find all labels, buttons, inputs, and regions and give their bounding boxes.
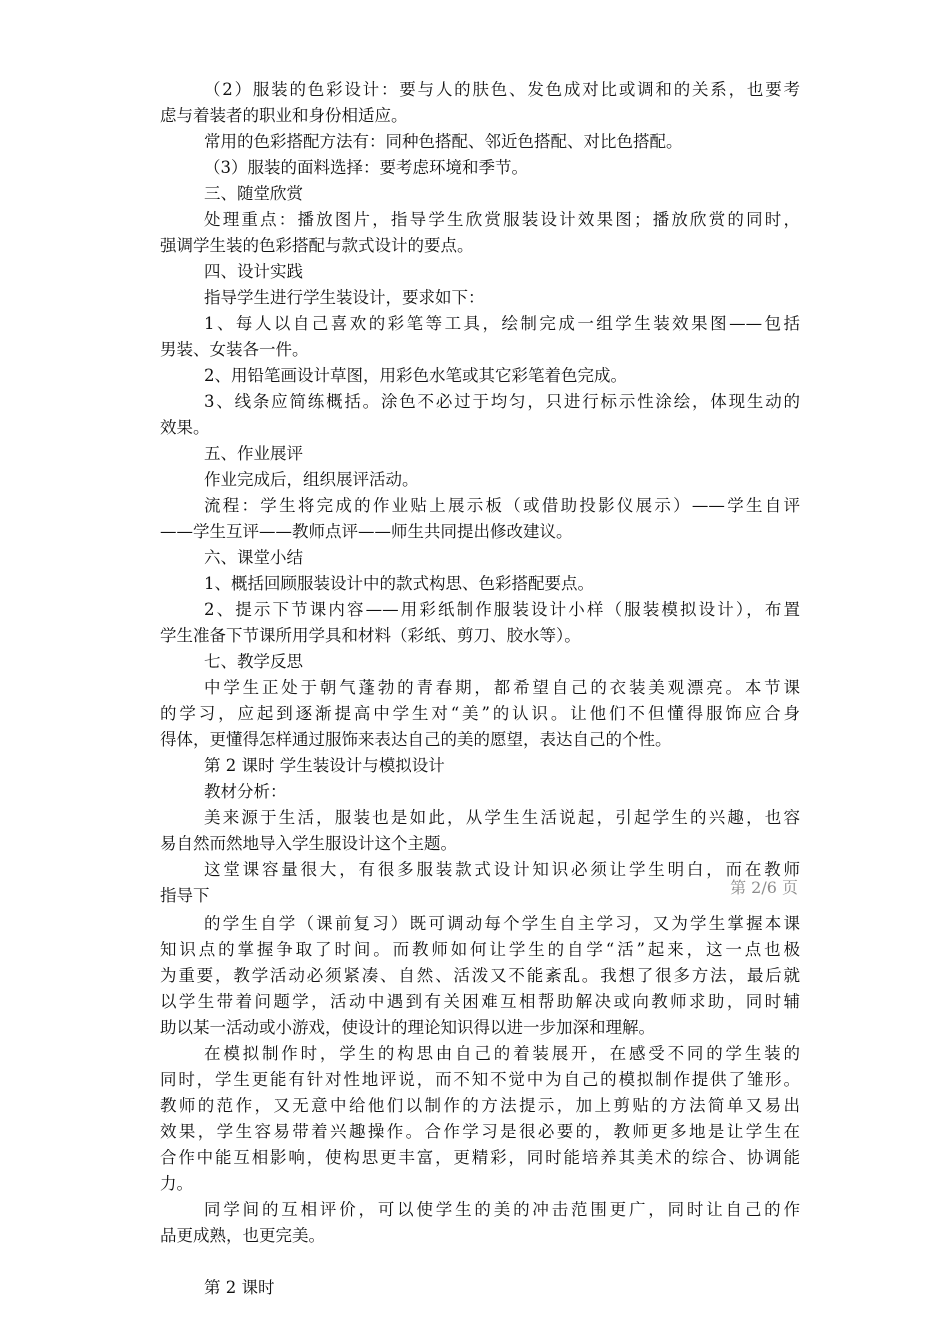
paragraph-line: 美来源于生活，服装也是如此，从学生生活说起，引起学生的兴趣，也容 bbox=[204, 808, 800, 827]
paragraph-line: 助以某一活动或小游戏，使设计的理论知识得以进一步加深和理解。 bbox=[160, 1018, 655, 1037]
paragraph-line: 为重要，教学活动必须紧凑、自然、活泼又不能紊乱。我想了很多方法，最后就 bbox=[160, 966, 800, 985]
paragraph-line: 常用的色彩搭配方法有：同种色搭配、邻近色搭配、对比色搭配。 bbox=[204, 132, 683, 151]
paragraph-line: 作业完成后，组织展评活动。 bbox=[204, 470, 419, 489]
section-heading: 六、课堂小结 bbox=[204, 548, 303, 567]
paragraph-line: 指导学生进行学生装设计，要求如下： bbox=[204, 288, 485, 307]
paragraph-line: 1、概括回顾服装设计中的款式构思、色彩搭配要点。 bbox=[204, 574, 594, 593]
paragraph-line: 同时，学生更能有针对性地评说，而不知不觉中为自己的模拟制作提供了雏形。 bbox=[160, 1070, 800, 1089]
page-number: 第 2/6 页 bbox=[730, 878, 798, 897]
paragraph-line: 品更成熟，也更完美。 bbox=[160, 1226, 325, 1245]
paragraph-line: 3、线条应简练概括。涂色不必过于均匀，只进行标示性涂绘，体现生动的 bbox=[204, 392, 800, 411]
section-heading: 五、作业展评 bbox=[204, 444, 303, 463]
paragraph-line: 流程：学生将完成的作业贴上展示板（或借助投影仪展示）——学生自评 bbox=[204, 496, 800, 515]
paragraph-line: 这堂课容量很大，有很多服装款式设计知识必须让学生明白，而在教师 bbox=[204, 860, 800, 879]
paragraph-line: ——学生互评——教师点评——师生共同提出修改建议。 bbox=[160, 522, 573, 541]
paragraph-line: 在模拟制作时，学生的构思由自己的着装展开，在感受不同的学生装的 bbox=[204, 1044, 800, 1063]
paragraph-line: （3）服装的面料选择：要考虑环境和季节。 bbox=[204, 158, 528, 177]
paragraph-line: 效果。 bbox=[160, 418, 210, 437]
paragraph-line: 学生准备下节课所用学具和材料（彩纸、剪刀、胶水等）。 bbox=[160, 626, 581, 645]
paragraph-line: 易自然而然地导入学生服设计这个主题。 bbox=[160, 834, 457, 853]
paragraph-line: 知识点的掌握争取了时间。而教师如何让学生的自学“活”起来，这一点也极 bbox=[160, 940, 800, 959]
section-heading: 教材分析： bbox=[204, 782, 287, 801]
paragraph-line: 虑与着装者的职业和身份相适应。 bbox=[160, 106, 408, 125]
paragraph-line: 教师的范作，又无意中给他们以制作的方法提示，加上剪贴的方法简单又易出 bbox=[160, 1096, 800, 1115]
paragraph-line: 强调学生装的色彩搭配与款式设计的要点。 bbox=[160, 236, 474, 255]
lesson-heading: 第 2 课时 bbox=[204, 1278, 275, 1297]
paragraph-line: 的学生自学（课前复习）既可调动每个学生自主学习，又为学生掌握本课 bbox=[204, 914, 800, 933]
paragraph-line: 2、提示下节课内容——用彩纸制作服装设计小样（服装模拟设计），布置 bbox=[204, 600, 800, 619]
section-heading: 四、设计实践 bbox=[204, 262, 303, 281]
paragraph-line: 的学习，应起到逐渐提高中学生对“美”的认识。让他们不但懂得服饰应合身 bbox=[160, 704, 800, 723]
paragraph-line: 指导下 bbox=[160, 886, 210, 905]
paragraph-line: 中学生正处于朝气蓬勃的青春期，都希望自己的衣装美观漂亮。本节课 bbox=[204, 678, 800, 697]
paragraph-line: 合作中能互相影响，使构思更丰富，更精彩，同时能培养其美术的综合、协调能 bbox=[160, 1148, 800, 1167]
section-heading: 七、教学反思 bbox=[204, 652, 303, 671]
lesson-heading: 第 2 课时 学生装设计与模拟设计 bbox=[204, 756, 445, 775]
paragraph-line: 2、用铅笔画设计草图，用彩色水笔或其它彩笔着色完成。 bbox=[204, 366, 627, 385]
paragraph-line: （2）服装的色彩设计：要与人的肤色、发色成对比或调和的关系，也要考 bbox=[204, 80, 800, 99]
paragraph-line: 处理重点：播放图片，指导学生欣赏服装设计效果图；播放欣赏的同时， bbox=[204, 210, 800, 229]
paragraph-line: 以学生带着问题学，活动中遇到有关困难互相帮助解决或向教师求助，同时辅 bbox=[160, 992, 800, 1011]
paragraph-line: 男装、女装各一件。 bbox=[160, 340, 309, 359]
paragraph-line: 效果，学生容易带着兴趣操作。合作学习是很必要的，教师更多地是让学生在 bbox=[160, 1122, 800, 1141]
paragraph-line: 1、每人以自己喜欢的彩笔等工具，绘制完成一组学生装效果图——包括 bbox=[204, 314, 800, 333]
paragraph-line: 同学间的互相评价，可以使学生的美的冲击范围更广，同时让自己的作 bbox=[204, 1200, 800, 1219]
section-heading: 三、随堂欣赏 bbox=[204, 184, 303, 203]
paragraph-line: 力。 bbox=[160, 1174, 193, 1193]
paragraph-line: 得体，更懂得怎样通过服饰来表达自己的美的愿望，表达自己的个性。 bbox=[160, 730, 672, 749]
